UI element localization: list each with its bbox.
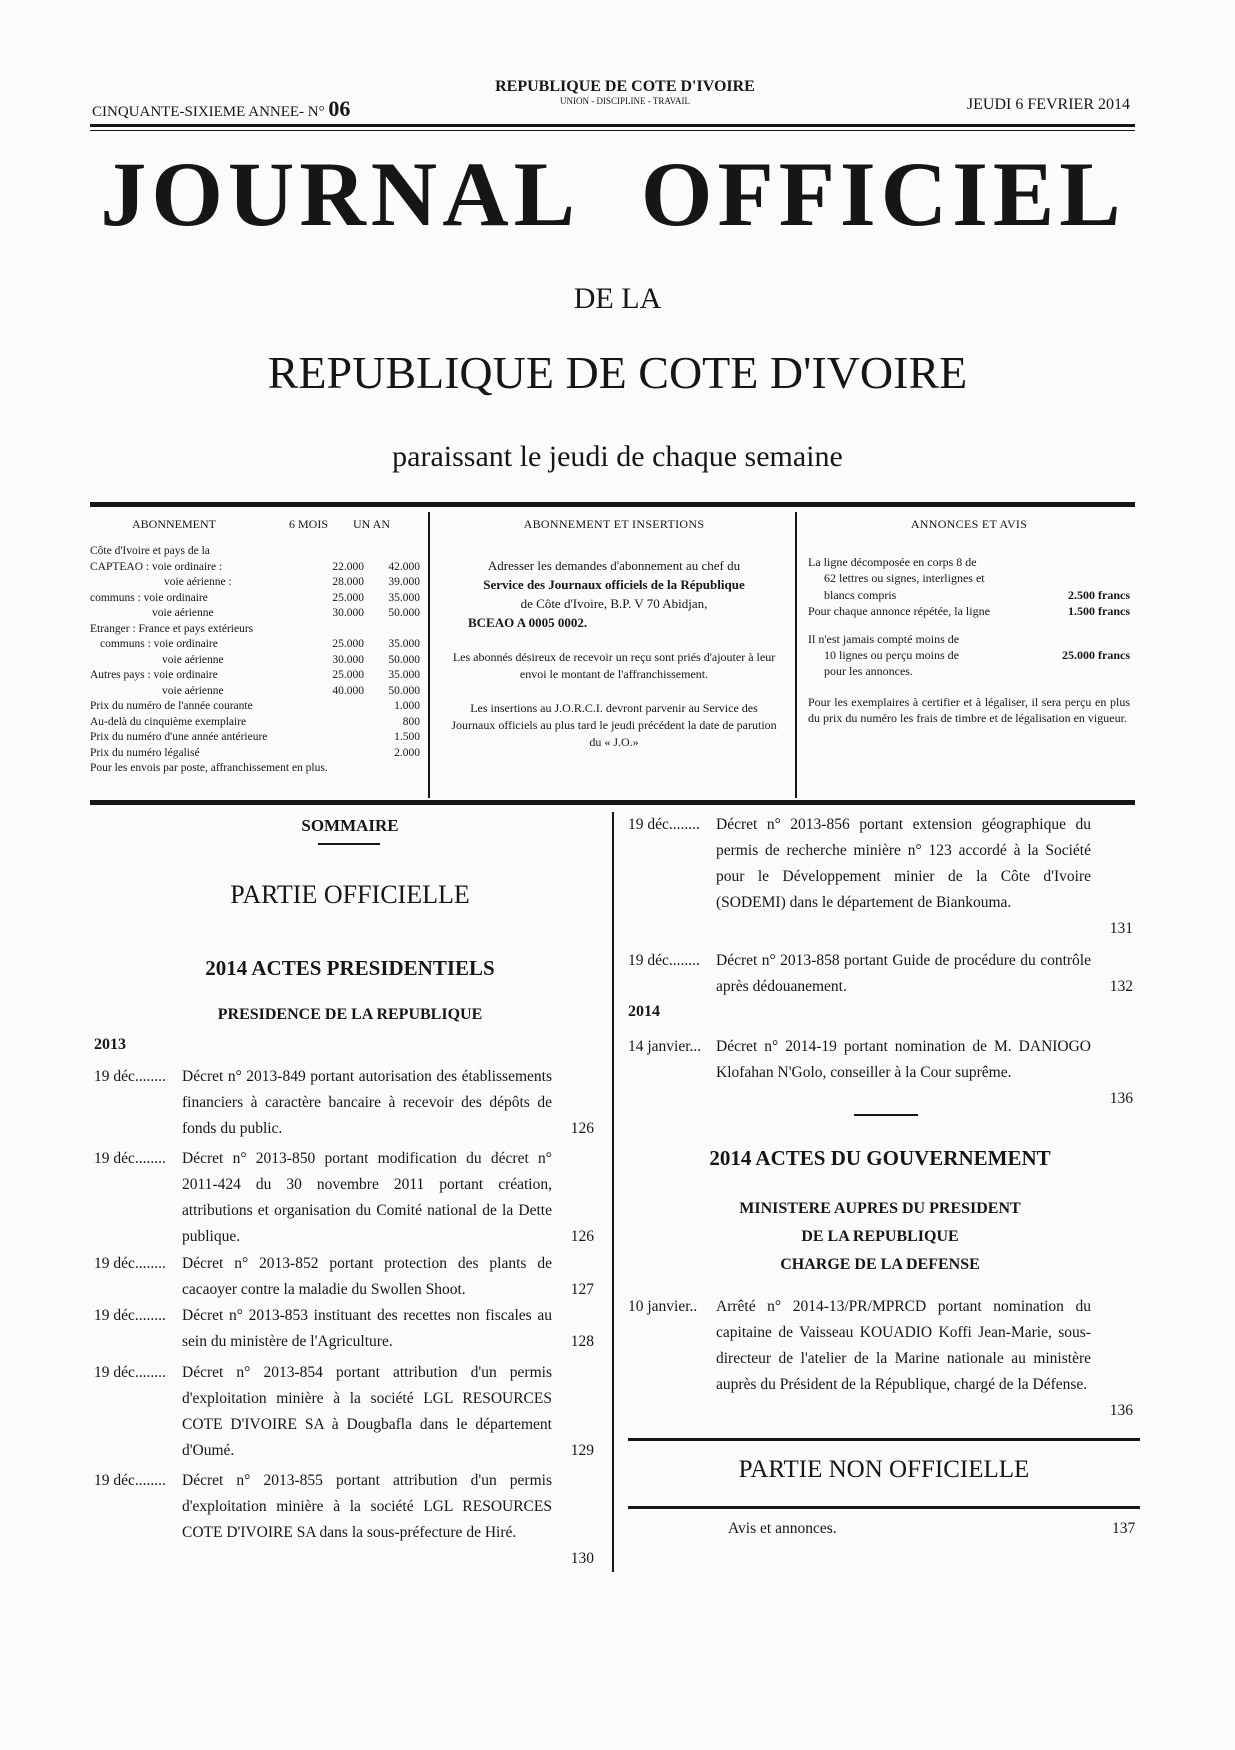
box-bottom-rule: [90, 800, 1135, 805]
abonnement-row: [90, 575, 420, 591]
abonnement-row-unan: 42.000: [388, 560, 420, 573]
annonces-min1: Il n'est jamais compté moins de: [808, 631, 960, 646]
abonnement-row-label: voie aérienne: [162, 684, 224, 697]
left-entry: [94, 1146, 594, 1250]
price-row: [90, 699, 420, 715]
entry-date: 19 déc........: [628, 952, 700, 969]
presidence: PRESIDENCE DE LA REPUBLIQUE: [217, 1006, 483, 1023]
price-row-label: Prix du numéro d'une année antérieure: [90, 731, 268, 744]
republic-name: REPUBLIQUE DE COTE D'IVOIRE: [495, 78, 755, 95]
left-entry: [94, 1303, 594, 1355]
abonnement-row-6mois: 25.000: [332, 669, 364, 682]
col-6mois: 6 MOIS: [288, 517, 328, 531]
entry-text: Décret n° 2013-853 instituant des recettes non fiscales au sein du ministère de l'Agriculture.: [182, 1307, 552, 1350]
insertions-p1d: BCEAO A 0005 0002.: [468, 614, 588, 630]
entry-page: 128: [570, 1333, 594, 1350]
periodicity: paraissant le jeudi de chaque semaine: [392, 440, 843, 473]
abonnement-row-unan: 39.000: [388, 576, 420, 589]
entry-date: 19 déc........: [94, 1068, 166, 1085]
price-row-label: Prix du numéro légalisé: [90, 746, 200, 759]
abonnement-box: [90, 506, 420, 796]
entry-date: 19 déc........: [94, 1255, 166, 1272]
abonnement-row-unan: 50.000: [388, 653, 420, 666]
insertions-heading: ABONNEMENT ET INSERTIONS: [523, 517, 705, 531]
entry-text: Arrêté n° 2014-13/PR/MPRCD portant nomination du capitaine de Vaisseau KOUADIO Koffi Jean-Marie, sous-directeur de l'atelier de la Marine nationale au ministère auprès du Président de la République, chargé de la Défense.: [716, 1298, 1091, 1393]
annonces-min-price: 25.000 francs: [1062, 648, 1130, 663]
abonnement-row: [90, 668, 420, 684]
journal-title: JOURNAL OFFICIEL: [100, 143, 1126, 245]
annonces-cert: Pour les exemplaires à certifier et à légaliser, il sera perçu en plus du prix du numéro les frais de timbre et de légalisation en vigueur.: [808, 694, 1130, 725]
box-divider-1: [428, 512, 430, 798]
abonnement-row-label: communs : voie ordinaire: [100, 638, 218, 651]
abonnement-row-label: voie aérienne: [152, 607, 214, 620]
entry-page: 127: [570, 1281, 594, 1298]
abonnement-row-label: communs : voie ordinaire: [90, 591, 208, 604]
entry-page: 132: [1109, 978, 1133, 995]
insertions-p1b: Service des Journaux officiels de la République: [483, 577, 745, 593]
right-entry: [628, 812, 1133, 942]
price-row-value: 2.000: [394, 746, 420, 759]
year-2013: 2013: [94, 1036, 126, 1053]
abonnement-intro: Côte d'Ivoire et pays de la: [90, 545, 210, 558]
sommaire-title: SOMMAIRE: [301, 816, 399, 835]
price-row-label: Au-delà du cinquième exemplaire: [90, 715, 247, 728]
edition-line: [92, 96, 350, 122]
entry-page: 126: [570, 1228, 594, 1245]
abonnement-footer: Pour les envois par poste, affranchissement en plus.: [90, 762, 328, 775]
insertions-p1c: de Côte d'Ivoire, B.P. V 70 Abidjan,: [520, 596, 708, 612]
price-row-value: 1.500: [394, 731, 420, 744]
sommaire-underline: [318, 843, 380, 845]
annonces-line3: blancs compris: [824, 587, 897, 602]
abonnement-row: [90, 560, 420, 576]
actes-gouv-rule: [854, 1114, 918, 1116]
box-divider-2: [795, 512, 797, 798]
abonnement-rows: [90, 560, 420, 700]
annonces-price2: 1.500 francs: [1068, 603, 1130, 618]
partie-officielle: PARTIE OFFICIELLE: [230, 880, 470, 909]
price-row: [90, 715, 420, 731]
price-row-label: Prix du numéro de l'année courante: [90, 700, 253, 713]
abonnement-row-6mois: 40.000: [332, 684, 364, 697]
non-officielle-bottom-rule: [628, 1506, 1140, 1509]
avis-page: 137: [1112, 1520, 1136, 1537]
abonnement-row-unan: 35.000: [388, 669, 420, 682]
left-entry: [94, 1251, 594, 1303]
abonnement-row: [90, 591, 420, 607]
abonnement-row-label: voie aérienne :: [164, 576, 232, 589]
price-row-value: 800: [402, 715, 420, 728]
abonnement-row-label: Autres pays : voie ordinaire: [90, 669, 218, 682]
entry-date: 19 déc........: [628, 816, 700, 833]
annonces-line2: 62 lettres ou signes, interlignes et: [824, 571, 985, 586]
entry-date: 19 déc........: [94, 1150, 166, 1167]
right-entry: [628, 1294, 1133, 1424]
entry-date: 19 déc........: [94, 1364, 166, 1381]
left-entry: [94, 1064, 594, 1142]
abonnement-heading: ABONNEMENT: [132, 517, 216, 531]
abonnement-row: [90, 606, 420, 622]
abonnement-row-unan: 50.000: [388, 607, 420, 620]
abonnement-row-6mois: 25.000: [332, 638, 364, 651]
actes-presidentiels: 2014 ACTES PRESIDENTIELS: [205, 956, 495, 980]
insertions-p3: Les insertions au J.O.R.C.I. devront parvenir au Service des Journaux officiels au plus tard le jeudi précédent la date de parution du « J.O.»: [451, 700, 777, 750]
annonces-price1: 2.500 francs: [1068, 587, 1130, 602]
entry-date: 19 déc........: [94, 1307, 166, 1324]
abonnement-row: [90, 637, 420, 653]
annonces-box: [808, 506, 1130, 796]
abonnement-row-6mois: 22.000: [332, 560, 364, 573]
non-officielle-top-rule: [628, 1438, 1140, 1441]
abonnement-row-6mois: 30.000: [332, 653, 364, 666]
entry-page: 136: [1109, 1090, 1133, 1107]
entry-text: Décret n° 2013-852 portant protection des plants de cacaoyer contre la maladie du Swollen Shoot.: [182, 1255, 552, 1298]
entry-page: 130: [570, 1550, 594, 1567]
right-entry: [628, 1034, 1133, 1112]
avis-annonces: Avis et annonces.: [728, 1520, 837, 1537]
issue-date: JEUDI 6 FEVRIER 2014: [966, 96, 1130, 113]
republic-title: REPUBLIQUE DE COTE D'IVOIRE: [267, 347, 968, 398]
actes-gouvernement: 2014 ACTES DU GOUVERNEMENT: [709, 1146, 1051, 1170]
entry-text: Décret n° 2013-854 portant attribution d'un permis d'exploitation minière à la société LGL RESOURCES COTE D'IVOIRE SA à Dougbafla dans le département d'Oumé.: [182, 1364, 552, 1459]
insertions-p1a: Adresser les demandes d'abonnement au chef du: [487, 558, 741, 574]
abonnement-row-label: voie aérienne: [162, 653, 224, 666]
top-rule-thin: [90, 130, 1135, 131]
insertions-box: [448, 506, 780, 796]
de-la: DE LA: [573, 282, 662, 315]
top-rule: [90, 124, 1135, 127]
ministere-line2: DE LA REPUBLIQUE: [801, 1228, 959, 1245]
edition-label: CINQUANTE-SIXIEME ANNEE- N°: [92, 104, 325, 120]
issue-number: 06: [328, 96, 351, 121]
column-divider: [612, 812, 614, 1572]
ministere-line3: CHARGE DE LA DEFENSE: [780, 1256, 980, 1273]
left-entry: [94, 1468, 594, 1572]
abonnement-row-unan: 35.000: [388, 591, 420, 604]
left-entry: [94, 1360, 594, 1464]
entry-text: Décret n° 2013-855 portant attribution d'un permis d'exploitation minière à la société LGL RESOURCES COTE D'IVOIRE SA dans la sous-préfecture de Hiré.: [182, 1472, 552, 1541]
annonces-line1: La ligne décomposée en corps 8 de: [808, 555, 977, 570]
entry-text: Décret n° 2014-19 portant nomination de M. DANIOGO Klofahan N'Golo, conseiller à la Cour suprême.: [716, 1038, 1091, 1081]
price-row-value: 1.000: [394, 700, 420, 713]
entry-date: 14 janvier...: [628, 1038, 702, 1055]
insertions-p2: Les abonnés désireux de recevoir un reçu sont priés d'ajouter à leur envoi le montant de l'affranchissement.: [452, 649, 776, 682]
abonnement-row-label: Etranger : France et pays extérieurs: [90, 622, 254, 635]
annonces-min2: 10 lignes ou perçu moins de: [824, 648, 959, 663]
entry-page: 126: [570, 1120, 594, 1137]
annonces-line4: Pour chaque annonce répétée, la ligne: [808, 603, 990, 618]
entry-text: Décret n° 2013-849 portant autorisation des établissements financiers à caractère bancaire à recevoir des dépôts de fonds du public.: [182, 1068, 552, 1137]
annonces-min3: pour les annonces.: [824, 664, 913, 679]
entry-text: Décret n° 2013-858 portant Guide de procédure du contrôle après dédouanement.: [716, 952, 1091, 995]
abonnement-row-6mois: 25.000: [332, 591, 364, 604]
entry-date: 19 déc........: [94, 1472, 166, 1489]
col-unan: UN AN: [352, 517, 390, 531]
entry-page: 131: [1109, 920, 1133, 937]
abonnement-row: [90, 684, 420, 700]
annonces-heading: ANNONCES ET AVIS: [910, 517, 1028, 531]
partie-non-officielle: PARTIE NON OFFICIELLE: [738, 1456, 1030, 1483]
abonnement-row-unan: 35.000: [388, 638, 420, 651]
abonnement-prices: [90, 699, 420, 761]
entry-page: 129: [570, 1442, 594, 1459]
header-republic: [420, 78, 830, 106]
abonnement-row: [90, 653, 420, 669]
abonnement-row-unan: 50.000: [388, 684, 420, 697]
price-row: [90, 746, 420, 762]
abonnement-row-6mois: 30.000: [332, 607, 364, 620]
entry-date: 10 janvier..: [628, 1298, 698, 1315]
ministere-line1: MINISTERE AUPRES DU PRESIDENT: [739, 1200, 1021, 1217]
abonnement-row: [90, 622, 420, 638]
entry-page: 136: [1109, 1402, 1133, 1419]
entry-text: Décret n° 2013-850 portant modification du décret n° 2011-424 du 30 novembre 2011 portant création, attributions et organisation du Comité national de la Dette publique.: [182, 1150, 552, 1245]
entry-text: Décret n° 2013-856 portant extension géographique du permis de recherche minière n° 123 accordé à la Société pour le Développement minier de la Côte d'Ivoire (SODEMI) dans le département de Biankouma.: [716, 816, 1091, 911]
year-2014: 2014: [628, 1003, 660, 1020]
motto: UNION - DISCIPLINE - TRAVAIL: [560, 96, 690, 106]
price-row: [90, 730, 420, 746]
right-entry: [628, 948, 1133, 1000]
abonnement-row-label: CAPTEAO : voie ordinaire :: [90, 560, 223, 573]
abonnement-row-6mois: 28.000: [332, 576, 364, 589]
